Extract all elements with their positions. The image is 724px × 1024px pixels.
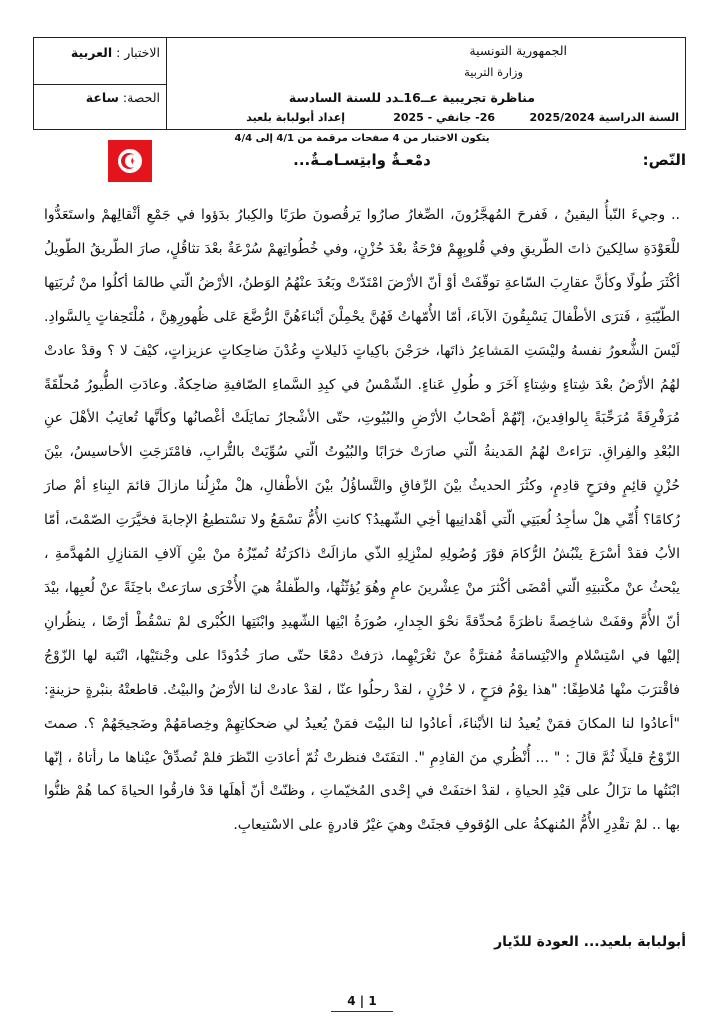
prepared-by: إعداد أبولبابة بلعيد [246, 111, 345, 124]
header-divider [34, 84, 166, 85]
exam-page-note: يتكون الاختبار من 4 صفحات مرقمة من 4/1 إلى 4/4 [234, 133, 490, 144]
page-number: 4 | 1 [347, 994, 377, 1008]
school-year: السنة الدراسية 2025/2024 [529, 111, 679, 124]
exam-title: مناظرة تجريبية عــ16ـدد للسنة السادسة [288, 90, 535, 105]
duration-label: الحصة: [122, 90, 160, 105]
reading-passage: .. وجيءَ النّبأُ اليقينُ ، فَفرحَ المُهجَّرُونَ، الصِّغارُ صارُوا يَرقُصونَ طرَبًا والكِبارُ بدَؤوا في جَمْعِ أثْقالِهمْ واستَعَدُّوا للْعَوْدَةِ سالِكينَ ذاتَ الطّريقِ وفي قُلوبِهِمْ فرْحَةٌ بعْدَ حُزْنٍ، وفي خُطُواتِهمْ سُرْعَةٌ بعْدَ تثاقُلٍ، صارَ الطّريقُ الطّويلُ أكْثَرَ طُولًا وكأنَّ عقارِبَ السّاعةِ توقّفَتْ أوْ أنّ الأرْضَ امْتَدّتْ وبَعُدَ عنْهُمُ الوَطنُ، الأرْضُ الّتي طالمَا أكلُوا منْ تُربَتِها الطّيّبَةِ ، فَترَى الأطْفالَ يَسْبِقُونَ الآباءَ، أمّا الأُمّهاتُ فَهُنَّ يحْمِلْنَ أبْناءَهُنَّ الرُّضَّعَ عَلى ظُهورِهِنَّ ، مُلْتَحِفاتٍ بِالسَّوادِ. لَيْسَ الشُّعورُ نفسهُ وليْسَتِ المَشاعِرُ ذاتَها، خرَجْنَ باكِياتٍ ذَليلاتٍ وعُدْنَ ضاحِكاتٍ عزيزاتٍ، كيْفَ لا ؟ وقدْ عادتْ لهُمُ الأرْضُ بعْدَ شِتاءٍ وشِتاءٍ آخَرَ و طُولِ عَناءٍ. الشّمْسُ في كبِدِ السَّماءِ الصّافيةِ ضاحِكةٌ. وعادَتِ الطُّيورُ مُحلّقَةً مُرَفْرِفَةً مُرَحِّبَةً بِالوافِدينَ، إنّهُمْ أصْحابُ الأرْضِ والبُيُوتِ، حتّى الأشْجارُ تمايَلَتْ أغْصانُها وكأنَّها تُعاتِبُ الأهْلَ عنِ البُعْدِ والفِراقِ. ترَاءتْ لهُمُ المَدينةُ الّتي صارَتْ خرَابًا والبُيُوتُ الّتي سُوِّيَتْ بالتُّرابِ، فامْتَزجَتِ الأحاسيسُ، بيْنَ حُزْنٍ قائِمٍ وفرَحٍ قادِمٍ، وكثُرَ الحديثُ بيْنَ الرِّفاقِ والتَّساؤُلُ بيْنَ الأطْفالِ، هلْ منْزِلُنا مازالَ قائمَ البِناءِ أمْ صارَ رُكامًا؟ أُمِّي هلْ سأجِدُ لُعبَتِي الّتي أهْدانِيها أخِي الشّهيدُ؟ كانتِ الأُمُّ تسْمَعُ ولا تسْتطيعُ الإجابةَ فخيَّرَتِ الصّمْتَ، أمّا الأبُ فقدْ أسْرَعَ ينْبُشُ الرُّكامَ فوْرَ وُصُولِهِ لمنْزِلِهِ الذّي مازالَتْ ذاكرَتُهُ تُميّزُهُ منْ بيْنِ آلافِ المَنازِلِ المُهدَّمةِ ، يبْحثُ عنْ مكْتبتِهِ الّتي أمْضَى أكْثرَ منْ عِشْرينَ عامٍ وهُوَ يُؤثّثُها، والطّفلةُ هيَ الأُخْرَى سارَعتْ باحِثَةً عنْ لُعبِها، بيْدَ أنّ الأُمَّ وقفَتْ شاخِصةً ناظرَةً مُحدِّقةً نحْوَ الجِدارِ، صُورَةُ ابْنِها الشّهيدِ وابْنَتِها الكُبْرى لمْ تسْقُطْ أرْضًا ، ينظُرانِ إليْها في اسْتِسْلامٍ والابْتِسامَةُ مُفترَّةٌ عنْ ثغْرَيْهِما، ذرَفتْ دمْعًا حتّى صارَ خُدُودًا على وجْنتَيْها، انْتَبهَ لها الزّوْجُ فاقْترَبَ منْها مُلاطِفًا: "هذا يوْمُ فرَحٍ ، لا حُزْنٍ ، لقدْ رحلُوا عنّا ، لقدْ عادتْ لنا الأرْضُ والبيْتُ. قاطعتْهُ بنبْرةٍ حزينةٍ: "أعادُوا لنا المكانَ فمَنْ يُعيدُ لنا الأبْناءَ، أعادُوا لنا البيْتَ فمَنْ يُعيدُ لي ضحكاتِهِمْ وخِصامَهُمْ وضَجيجَهُمْ ؟. صمتَ الزّوْجُ قليلًا ثُمَّ قالَ : " ... أُنْظُري منَ القادِمِ ". التفَتَتْ فنظرتْ ثُمّ أعادَتِ النّظرَ فلمْ تُصدِّقْ عيْناها ما رأتاهُ ، إنّها ابْنَتُها ما تزَالُ على قيْدِ الحياةِ ، لقدْ اختفَتْ في إحْدى المُخيّماتِ ، وظنّتْ أنّ أهلَها قدْ فارقُوا الحياةَ كما هُمْ ظنُّوا بها .. لمْ تقْدِرِ الأُمُّ المُنهكةُ على الوُقوفِ فجثَتْ وهيَ غيْرُ قادرةٍ على الاسْتيعابِ. [44, 207, 680, 834]
author-signature: أبولبابة بلعيد... العودة للدّيار [494, 934, 686, 950]
subject-value: العربية [70, 45, 113, 60]
republic-name: الجمهورية التونسية [469, 43, 567, 58]
header-main-block [166, 38, 685, 129]
subject-label: الاختبار : [116, 45, 160, 60]
page-number-underline [331, 1011, 393, 1012]
text-title: دمْعـةٌ وابتِسـامـةٌ... [293, 151, 431, 169]
section-label: النّص: [642, 151, 686, 169]
duration-field [42, 90, 160, 105]
duration-value: ساعة [85, 90, 119, 105]
subject-field [42, 45, 160, 60]
ministry-name: وزارة التربية [464, 65, 523, 79]
exam-header [33, 37, 686, 130]
exam-date: 26- جانفي - 2025 [393, 111, 495, 124]
